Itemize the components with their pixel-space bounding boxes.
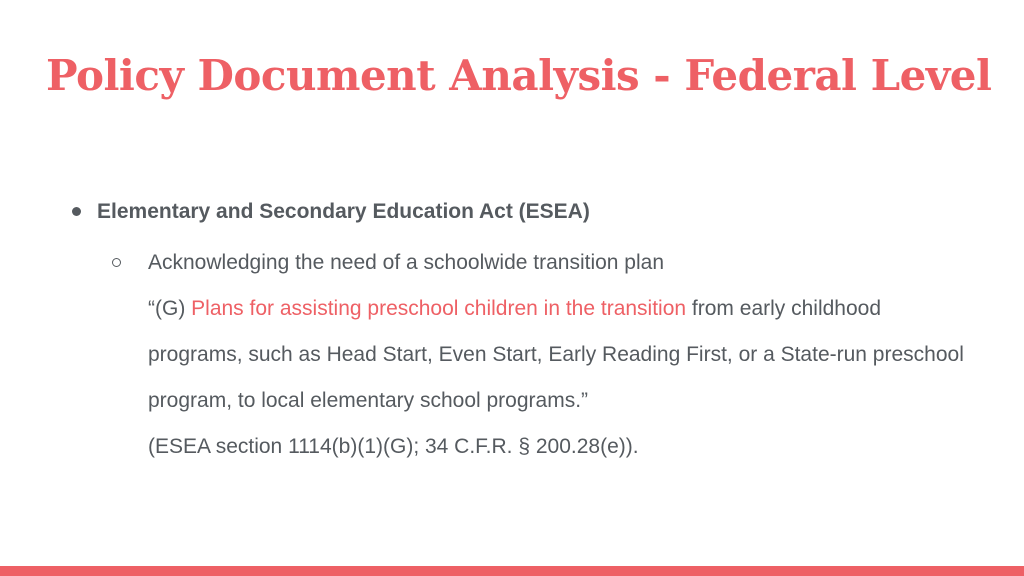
bullet-esea-label: Elementary and Secondary Education Act (ESEA): [97, 200, 590, 223]
page-title: Policy Document Analysis - Federal Level: [46, 51, 992, 100]
bullet-esea: [70, 194, 970, 230]
content-body: [70, 194, 970, 470]
bullet-dot-icon: [72, 207, 81, 216]
sub-bullet-transition: [148, 240, 968, 470]
quote-rest: from early childhood programs, such as Head Start, Even Start, Early Reading First, or a State-run preschool program, to local elementary school programs.”: [148, 297, 964, 412]
sub-bullet-text: Acknowledging the need of a schoolwide transition plan: [148, 251, 665, 274]
quote-highlight: Plans for assisting preschool children in the transition: [191, 297, 687, 320]
bullet-ring-icon: [112, 258, 121, 267]
footer-accent-bar: [0, 566, 1024, 576]
quote-prefix: “(G): [148, 297, 192, 320]
quote-citation: (ESEA section 1114(b)(1)(G); 34 C.F.R. § 200.28(e)).: [148, 435, 639, 458]
policy-quote: [148, 286, 968, 424]
